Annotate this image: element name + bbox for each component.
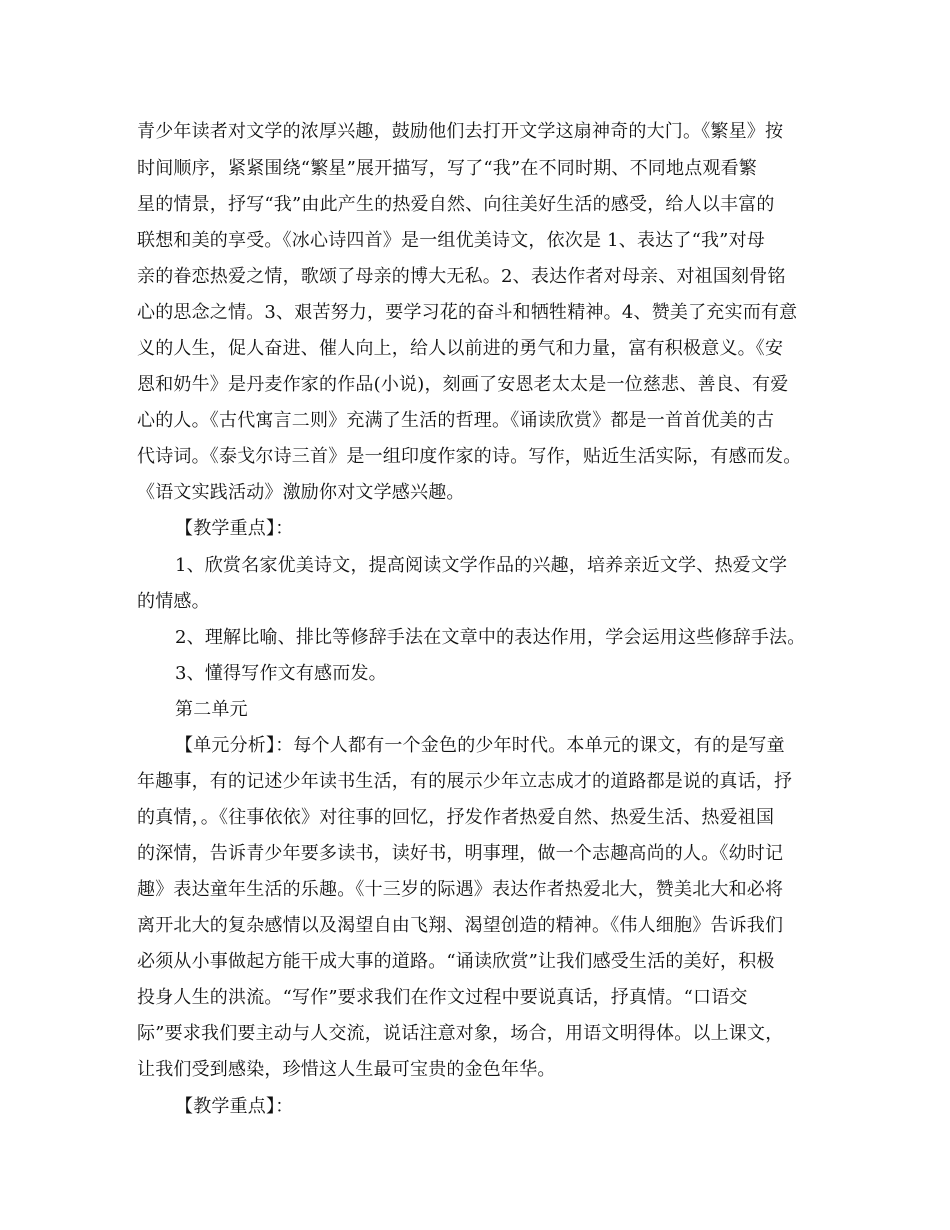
paragraph-line: 《语文实践活动》激励你对文学感兴趣。 bbox=[137, 482, 465, 503]
unit-analysis-line: 趣》表达童年生活的乐趣。《十三岁的际遇》表达作者热爱北大，赞美北大和必将 bbox=[137, 879, 784, 900]
key-points-heading: 【教学重点】： bbox=[175, 518, 294, 539]
key-point-1-continued: 的情感。 bbox=[137, 591, 210, 612]
key-point-2: 2、理解比喻、排比等修辞手法在文章中的表达作用，学会运用这些修辞手法。 bbox=[175, 627, 806, 648]
key-point-1: 1、欣赏名家优美诗文，提高阅读文学作品的兴趣，培养亲近文学、热爱文学 bbox=[175, 555, 788, 576]
paragraph-line: 义的人生，促人奋进、催人向上，给人以前进的勇气和力量，富有积极意义。《安 bbox=[137, 338, 784, 359]
unit-analysis-line: 年趣事，有的记述少年读书生活，有的展示少年立志成才的道路都是说的真话，抒 bbox=[137, 771, 793, 792]
paragraph-line: 联想和美的享受。《冰心诗四首》是一组优美诗文，依次是 1、表达了“我”对母 bbox=[137, 230, 765, 251]
unit-analysis-line: 让我们受到感染，珍惜这人生最可宝贵的金色年华。 bbox=[137, 1059, 556, 1080]
unit-analysis-line: 投身人生的洪流。“写作”要求我们在作文过程中要说真话，抒真情。“口语交 bbox=[137, 987, 748, 1008]
unit-analysis-line: 际”要求我们要主动与人交流，说话注意对象，场合，用语文明得体。以上课文， bbox=[137, 1023, 784, 1044]
unit-title: 第二单元 bbox=[175, 699, 248, 720]
paragraph-line: 恩和奶牛》是丹麦作家的作品(小说)，刻画了安恩老太太是一位慈悲、善良、有爱 bbox=[137, 374, 789, 395]
paragraph-line: 时间顺序，紧紧围绕“繁星”展开描写，写了“我”在不同时期、不同地点观看繁 bbox=[137, 158, 758, 179]
key-points-heading-2: 【教学重点】： bbox=[175, 1096, 294, 1117]
unit-analysis-line: 的真情，。《往事依依》对往事的回忆，抒发作者热爱自然、热爱生活、热爱祖国 bbox=[137, 807, 775, 828]
unit-analysis-line: 必须从小事做起方能干成大事的道路。“诵读欣赏”让我们感受生活的美好，积极 bbox=[137, 951, 775, 972]
unit-analysis-line: 【单元分析】：每个人都有一个金色的少年时代。本单元的课文，有的是写童 bbox=[175, 735, 785, 756]
paragraph-line: 青少年读者对文学的浓厚兴趣，鼓励他们去打开文学这扇神奇的大门。《繁星》按 bbox=[137, 121, 784, 142]
key-point-3: 3、懂得写作文有感而发。 bbox=[175, 663, 387, 684]
paragraph-line: 代诗词。《泰戈尔诗三首》是一组印度作家的诗。写作，贴近生活实际，有感而发。 bbox=[137, 446, 802, 467]
paragraph-line: 星的情景，抒写“我”由此产生的热爱自然、向往美好生活的感受，给人以丰富的 bbox=[137, 194, 775, 215]
paragraph-line: 亲的眷恋热爱之情，歌颂了母亲的博大无私。2、表达作者对母亲、对祖国刻骨铭 bbox=[137, 266, 786, 287]
unit-analysis-line: 离开北大的复杂感情以及渴望自由飞翔、渴望创造的精神。《伟人细胞》告诉我们 bbox=[137, 915, 784, 936]
paragraph-line: 心的人。《古代寓言二则》充满了生活的哲理。《诵读欣赏》都是一首首优美的古 bbox=[137, 410, 775, 431]
paragraph-line: 心的思念之情。3、艰苦努力，要学习花的奋斗和牺牲精神。4、赞美了充实而有意 bbox=[137, 302, 798, 323]
unit-analysis-line: 的深情，告诉青少年要多读书，读好书，明事理，做一个志趣高尚的人。《幼时记 bbox=[137, 843, 784, 864]
